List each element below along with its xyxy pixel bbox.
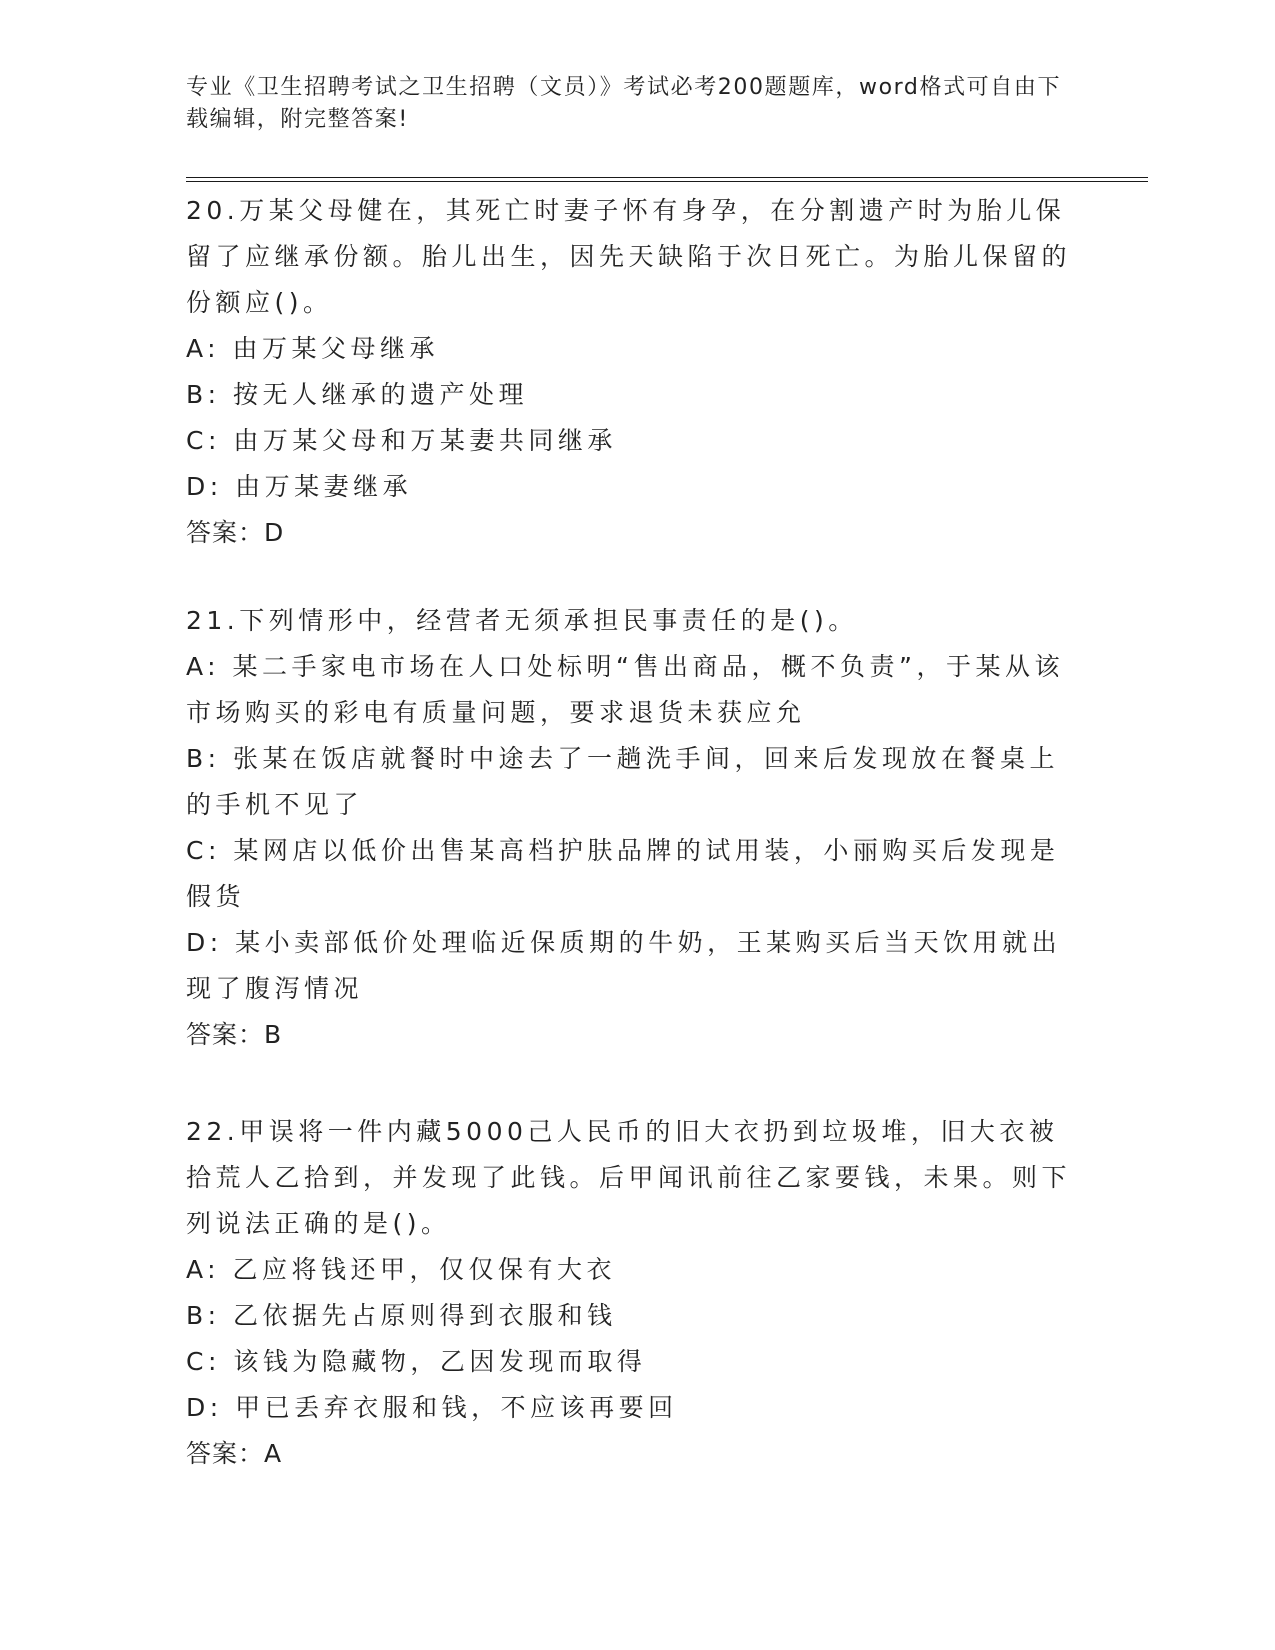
question-stem: 22.甲误将一件内藏5000己人民币的旧大衣扔到垃圾堆，旧大衣被拾荒人乙拾到，并发现了此钱。后甲闻讯前往乙家要钱，未果。则下列说法正确的是()。 xyxy=(186,1117,1072,1238)
option-d: D: 某小卖部低价处理临近保质期的牛奶，王某购买后当天饮用就出现了腹泻情况 xyxy=(186,928,1062,1003)
document-header: 专业《卫生招聘考试之卫生招聘（文员）》考试必考200题题库，word格式可自由下载编辑，附完整答案! xyxy=(186,75,1062,132)
option-c: C: 某网店以低价出售某高档护肤品牌的试用装，小丽购买后发现是假货 xyxy=(186,836,1060,911)
answer-line: 答案：D xyxy=(186,518,285,547)
option-d: D: 由万某妻继承 xyxy=(186,472,413,501)
header-divider-top xyxy=(186,177,1148,178)
question-stem: 20.万某父母健在，其死亡时妻子怀有身孕，在分割遗产时为胎儿保留了应继承份额。胎儿出生，因先天缺陷于次日死亡。为胎儿保留的份额应()。 xyxy=(186,196,1072,317)
answer-line: 答案：B xyxy=(186,1020,283,1049)
option-b: B: 按无人继承的遗产处理 xyxy=(186,380,529,409)
question-block-22 xyxy=(186,1109,1086,1477)
option-c: C: 由万某父母和万某妻共同继承 xyxy=(186,426,617,455)
option-b: B: 张某在饭店就餐时中途去了一趟洗手间，回来后发现放在餐桌上的手机不见了 xyxy=(186,744,1060,819)
header-divider-bottom xyxy=(186,181,1148,182)
question-block-21 xyxy=(186,598,1086,1058)
option-a: A: 乙应将钱还甲，仅仅保有大衣 xyxy=(186,1255,617,1284)
question-block-20 xyxy=(186,188,1086,556)
option-d: D: 甲已丢弃衣服和钱，不应该再要回 xyxy=(186,1393,678,1422)
option-a: A: 某二手家电市场在人口处标明“售出商品，概不负责”，于某从该市场购买的彩电有质量问题，要求退货未获应允 xyxy=(186,652,1064,727)
option-c: C: 该钱为隐藏物，乙因发现而取得 xyxy=(186,1347,647,1376)
option-b: B: 乙依据先占原则得到衣服和钱 xyxy=(186,1301,617,1330)
question-stem: 21.下列情形中，经营者无须承担民事责任的是()。 xyxy=(186,606,858,635)
answer-line: 答案：A xyxy=(186,1439,283,1468)
option-a: A: 由万某父母继承 xyxy=(186,334,440,363)
